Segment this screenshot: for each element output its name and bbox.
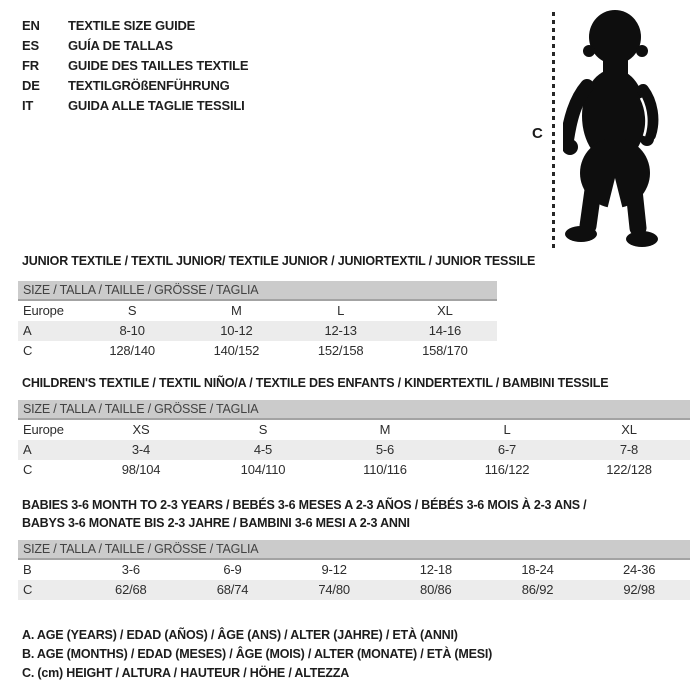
row-label: Europe: [23, 422, 64, 437]
section-title-babies-line1: BABIES 3-6 MONTH TO 2-3 YEARS / BEBÉS 3-6 MESES A 2-3 AÑOS / BÉBÉS 3-6 MOIS À 2-3 ANS /: [22, 498, 587, 512]
size-cell: 104/110: [240, 462, 286, 477]
size-cell: 80/86: [420, 582, 452, 597]
size-cell: 140/152: [213, 343, 260, 358]
footnote-b: B. AGE (MONTHS) / EDAD (MESES) / ÂGE (MOIS) / ALTER (MONATE) / ETÀ (MESI): [22, 647, 493, 661]
size-header-bar: SIZE / TALLA / TAILLE / GRÖSSE / TAGLIA: [18, 540, 690, 560]
row-label: C: [23, 343, 33, 358]
lang-label: TEXTILE SIZE GUIDE: [68, 18, 196, 33]
size-cell: 74/80: [318, 582, 350, 597]
size-cell: 92/98: [623, 582, 655, 597]
row-label: A: [23, 442, 32, 457]
row-label: C: [23, 462, 33, 477]
table-row-height: [18, 460, 690, 480]
table-row-height: [18, 580, 690, 600]
size-cell: 122/128: [606, 462, 652, 477]
size-cell: 3-4: [131, 442, 151, 457]
size-cell: 8-10: [119, 323, 145, 338]
section-title-babies-line2: BABYS 3-6 MONATE BIS 2-3 JAHRE / BAMBINI 3-6 MESI A 2-3 ANNI: [22, 516, 410, 530]
language-row: [22, 16, 248, 36]
size-cell: S: [127, 303, 137, 318]
height-measure-dotted-line: [552, 12, 555, 248]
size-cell: 12-13: [324, 323, 357, 338]
table-row-age: [18, 321, 497, 341]
section-title-children: CHILDREN'S TEXTILE / TEXTIL NIÑO/A / TEXTILE DES ENFANTS / KINDERTEXTIL / BAMBINI TESSILE: [22, 376, 609, 390]
language-row: [22, 76, 248, 96]
baby-silhouette-icon: [563, 8, 669, 248]
language-row: [22, 56, 248, 76]
lang-label: GUIDE DES TAILLES TEXTILE: [68, 58, 249, 73]
table-row-height: [18, 341, 497, 361]
table-row-age-months: [18, 560, 690, 580]
language-row: [22, 96, 248, 116]
section-title-babies: [22, 496, 682, 532]
footnotes: [22, 626, 492, 683]
size-cell: 3-6: [121, 562, 140, 577]
size-cell: 68/74: [216, 582, 249, 597]
size-cell: 6-7: [497, 442, 517, 457]
size-cell: L: [503, 422, 511, 437]
size-cell: 12-18: [419, 562, 452, 577]
size-cell: L: [337, 303, 345, 318]
lang-code: DE: [22, 78, 40, 93]
language-list: [22, 16, 248, 116]
language-row: [22, 36, 248, 56]
row-label: Europe: [23, 303, 64, 318]
size-cell: 110/116: [363, 462, 407, 477]
row-label: C: [23, 582, 33, 597]
lang-code: EN: [22, 18, 40, 33]
size-cell: 10-12: [220, 323, 253, 338]
size-cell: M: [379, 422, 391, 437]
row-label: A: [23, 323, 32, 338]
size-table-children: [18, 400, 690, 480]
lang-code: ES: [22, 38, 39, 53]
table-row-europe: [18, 420, 690, 440]
size-cell: 128/140: [109, 343, 155, 358]
size-cell: 14-16: [428, 323, 461, 338]
lang-label: GUÍA DE TALLAS: [68, 38, 173, 53]
lang-code: FR: [22, 58, 39, 73]
size-cell: 152/158: [317, 343, 364, 358]
size-cell: M: [231, 303, 242, 318]
table-row-age: [18, 440, 690, 460]
size-cell: XL: [621, 422, 637, 437]
lang-code: IT: [22, 98, 34, 113]
size-cell: 24-36: [623, 562, 656, 577]
size-cell: 5-6: [375, 442, 395, 457]
size-cell: S: [258, 422, 268, 437]
size-cell: 7-8: [619, 442, 639, 457]
size-cell: 98/104: [121, 462, 161, 477]
lang-label: TEXTILGRÖßENFÜHRUNG: [68, 78, 230, 93]
lang-label: GUIDA ALLE TAGLIE TESSILI: [68, 98, 245, 113]
size-cell: 4-5: [253, 442, 273, 457]
size-cell: XL: [437, 303, 453, 318]
section-title-junior: JUNIOR TEXTILE / TEXTIL JUNIOR/ TEXTILE JUNIOR / JUNIORTEXTIL / JUNIOR TESSILE: [22, 254, 536, 268]
row-label: B: [23, 562, 32, 577]
height-measure-label: C: [532, 125, 543, 142]
size-cell: 6-9: [223, 562, 242, 577]
size-header-bar: SIZE / TALLA / TAILLE / GRÖSSE / TAGLIA: [18, 400, 690, 420]
size-table-babies: [18, 540, 690, 600]
size-cell: 62/68: [115, 582, 147, 597]
size-cell: 18-24: [521, 562, 554, 577]
size-header-bar: SIZE / TALLA / TAILLE / GRÖSSE / TAGLIA: [18, 281, 497, 301]
footnote-c: C. (cm) HEIGHT / ALTURA / HAUTEUR / HÖHE / ALTEZZA: [22, 666, 350, 680]
size-cell: 9-12: [321, 562, 347, 577]
size-cell: XS: [132, 422, 150, 437]
size-cell: 116/122: [484, 462, 530, 477]
footnote-a: A. AGE (YEARS) / EDAD (AÑOS) / ÂGE (ANS) / ALTER (JAHRE) / ETÀ (ANNI): [22, 628, 458, 642]
size-cell: 158/170: [422, 343, 468, 358]
size-cell: 86/92: [521, 582, 554, 597]
table-row-europe: [18, 301, 497, 321]
size-table-junior: [18, 281, 497, 361]
